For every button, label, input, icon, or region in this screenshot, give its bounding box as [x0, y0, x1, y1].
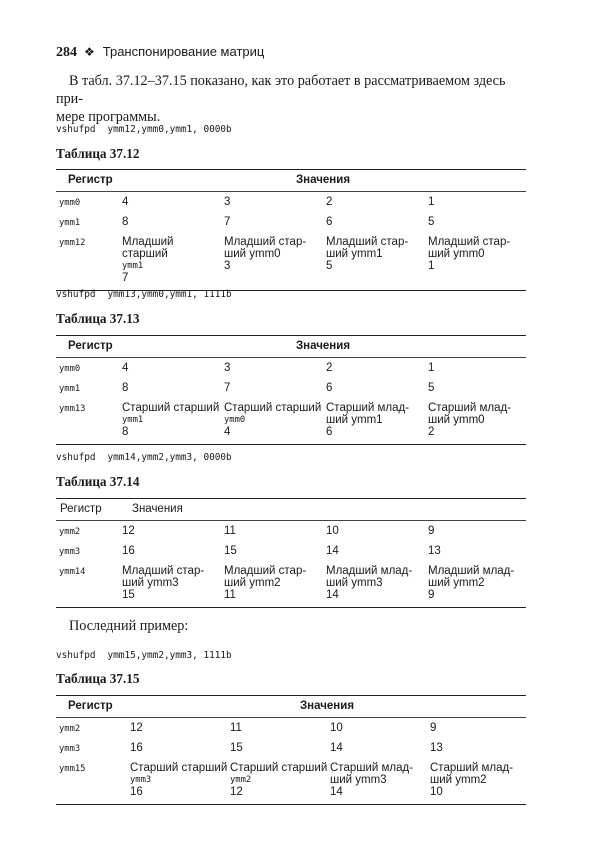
code-op: vshufpd: [56, 452, 96, 463]
value-cell: 12: [130, 722, 143, 734]
result-cell: Старший старший ymm0 4: [224, 402, 322, 438]
value-cell: 1: [428, 196, 435, 208]
code-args: ymm15,ymm2,ymm3, 1111b: [107, 650, 232, 661]
register-name: ymm3: [59, 744, 81, 754]
register-name: ymm12: [59, 238, 86, 248]
value-cell: 15: [224, 545, 237, 557]
table-37-15: [56, 695, 526, 805]
code-op: vshufpd: [56, 650, 96, 661]
table-caption-4: Таблица 37.15: [56, 671, 140, 686]
register-name: ymm2: [59, 724, 81, 734]
value-cell: 1: [428, 362, 435, 374]
register-name: ymm14: [59, 567, 86, 577]
table-caption-1: Таблица 37.12: [56, 146, 140, 161]
table-caption-3: Таблица 37.14: [56, 474, 140, 489]
value-cell: 3: [224, 196, 231, 208]
table-row: [56, 758, 526, 805]
col-values-header: Значения: [295, 340, 351, 352]
value-cell: 3: [224, 362, 231, 374]
code-args: ymm13,ymm0,ymm1, 1111b: [107, 289, 232, 300]
result-cell: Младший стар- ший ymm1 5: [326, 236, 409, 272]
result-cell: Старший старший ymm2 12: [230, 762, 328, 798]
result-cell: Младший стар- ший ymm3 15: [122, 565, 205, 601]
col-register-header: Регистр: [60, 503, 102, 515]
value-cell: 7: [224, 216, 231, 228]
value-cell: 14: [330, 742, 343, 754]
result-cell: Младший стар- ший ymm2 11: [224, 565, 307, 601]
table-row: [56, 358, 526, 379]
table-row: [56, 541, 526, 561]
result-cell: Младший млад- ший ymm2 9: [428, 565, 515, 601]
col-register-header: Регистр: [68, 174, 113, 186]
value-cell: 6: [326, 382, 333, 394]
col-values-header: Значения: [299, 700, 355, 712]
page-number: 284: [56, 45, 77, 60]
result-cell: Младший старший ymm1 7: [122, 236, 174, 284]
running-header: [56, 44, 526, 64]
code-line-4: [56, 650, 232, 661]
table-row: [56, 398, 526, 445]
code-line-2: [56, 289, 232, 300]
result-cell: Старший старший ymm3 16: [130, 762, 228, 798]
value-cell: 13: [430, 742, 443, 754]
col-values-header: Значения: [295, 174, 351, 186]
ornament-icon: ❖: [84, 45, 95, 59]
table-caption-2: Таблица 37.13: [56, 311, 140, 326]
table-37-12: [56, 169, 526, 291]
table-37-13: [56, 335, 526, 445]
register-name: ymm13: [59, 404, 86, 414]
value-cell: 6: [326, 216, 333, 228]
result-cell: Младший стар- ший ymm0 3: [224, 236, 307, 272]
table-row: [56, 718, 526, 739]
value-cell: 11: [224, 525, 236, 537]
code-line-3: [56, 452, 232, 463]
register-name: ymm0: [59, 198, 81, 208]
value-cell: 15: [230, 742, 243, 754]
result-cell: Младший млад- ший ymm3 14: [326, 565, 413, 601]
value-cell: 7: [224, 382, 231, 394]
intro-line-2: мере программы.: [56, 109, 161, 125]
code-args: ymm14,ymm2,ymm3, 0000b: [107, 452, 232, 463]
table-row: [56, 192, 526, 213]
register-name: ymm1: [59, 384, 81, 394]
table-row: [56, 561, 526, 608]
value-cell: 9: [428, 525, 435, 537]
register-name: ymm2: [59, 527, 81, 537]
code-line-1: [56, 124, 232, 135]
intro-line-1: В табл. 37.12–37.15 показано, как это работает в рассматриваемом здесь при-: [56, 73, 506, 107]
value-cell: 10: [326, 525, 339, 537]
value-cell: 9: [430, 722, 437, 734]
value-cell: 14: [326, 545, 339, 557]
result-cell: Младший стар- ший ymm0 1: [428, 236, 511, 272]
result-cell: Старший старший ymm1 8: [122, 402, 220, 438]
intro-paragraph: [56, 72, 526, 126]
table-row: [56, 378, 526, 398]
table-header-row: [56, 696, 526, 718]
col-register-header: Регистр: [68, 700, 113, 712]
value-cell: 5: [428, 216, 435, 228]
chapter-title: Транспонирование матриц: [102, 44, 265, 59]
value-cell: 12: [122, 525, 135, 537]
last-paragraph: [56, 617, 526, 635]
result-cell: Старший млад- ший ymm2 10: [430, 762, 514, 798]
value-cell: 4: [122, 196, 129, 208]
result-cell: Старший млад- ший ymm3 14: [330, 762, 414, 798]
table-row: [56, 232, 526, 291]
value-cell: 2: [326, 362, 333, 374]
table-row: [56, 738, 526, 758]
code-args: ymm12,ymm0,ymm1, 0000b: [107, 124, 232, 135]
value-cell: 2: [326, 196, 333, 208]
table-row: [56, 212, 526, 232]
register-name: ymm15: [59, 764, 86, 774]
col-register-header: Регистр: [68, 340, 113, 352]
result-cell: Старший млад- ший ymm1 6: [326, 402, 410, 438]
last-paragraph-text: Последний пример:: [69, 618, 189, 634]
col-values-header: Значения: [132, 503, 183, 515]
table-37-14: [56, 498, 526, 608]
register-name: ymm1: [59, 218, 81, 228]
value-cell: 10: [330, 722, 343, 734]
value-cell: 4: [122, 362, 129, 374]
table-header-row: [56, 336, 526, 358]
value-cell: 13: [428, 545, 441, 557]
code-op: vshufpd: [56, 124, 96, 135]
value-cell: 16: [130, 742, 143, 754]
table-row: [56, 521, 526, 542]
value-cell: 8: [122, 216, 129, 228]
table-header-row: [56, 499, 526, 521]
value-cell: 11: [230, 722, 242, 734]
table-header-row: [56, 170, 526, 192]
code-op: vshufpd: [56, 289, 96, 300]
result-cell: Старший млад- ший ymm0 2: [428, 402, 512, 438]
value-cell: 16: [122, 545, 135, 557]
value-cell: 5: [428, 382, 435, 394]
value-cell: 8: [122, 382, 129, 394]
register-name: ymm0: [59, 364, 81, 374]
register-name: ymm3: [59, 547, 81, 557]
